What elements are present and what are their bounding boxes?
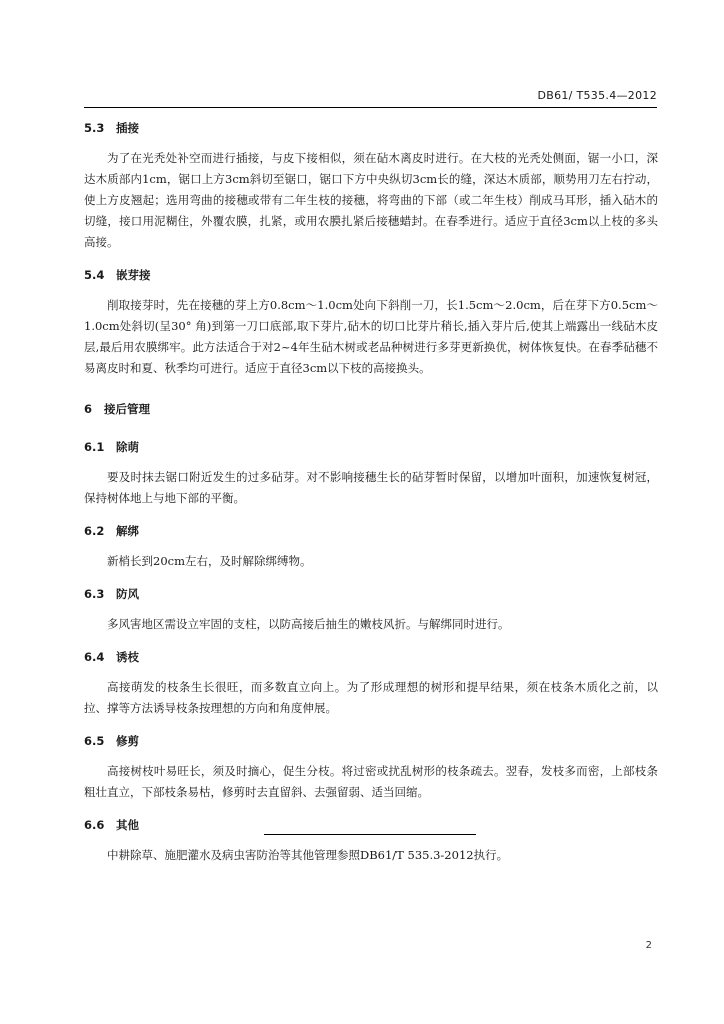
section-number: 6 [84, 402, 93, 416]
section-title: 修剪 [116, 734, 139, 748]
section-paragraph: 新梢长到20cm左右，及时解除绑缚物。 [107, 554, 312, 568]
section-5-4 [84, 265, 658, 379]
section-heading [84, 118, 658, 138]
section-title: 防风 [116, 587, 139, 601]
section-title: 诱枝 [116, 650, 139, 664]
section-title: 接后管理 [104, 402, 150, 416]
section-number: 6.3 [84, 587, 105, 601]
section-paragraph: 多风害地区需设立牢固的支柱，以防高接后抽生的嫩枝风折。与解绑同时进行。 [107, 617, 510, 631]
section-title: 解绑 [116, 524, 139, 538]
section-6-4 [84, 647, 658, 719]
section-heading [84, 265, 658, 285]
section-paragraph: 削取接芽时，先在接穗的芽上方0.8cm～1.0cm处向下斜削一刀，长1.5cm～2.0cm，后在芽下方0.5cm～1.0cm处斜切(呈30° 角)到第一刀口底部,取下芽片,砧木的切口比芽片稍长,插入芽片后,使其上端露出一线砧木皮层,最后用农膜绑牢。此方法适合于对2~4年生砧木树或老品种树进行多芽更新换优，树体恢复快。在春季砧穗不易离皮时和夏、秋季均可进行。适应于直径3cm以下枝的高接换头。 [84, 298, 658, 375]
document-body [84, 118, 658, 866]
section-6 [84, 399, 658, 419]
section-paragraph: 高接萌发的枝条生长很旺，而多数直立向上。为了形成理想的树形和提早结果，须在枝条木质化之前，以拉、撑等方法诱导枝条按理想的方向和角度伸展。 [84, 680, 658, 715]
section-5-3 [84, 118, 658, 253]
section-number: 6.6 [84, 818, 105, 832]
section-heading [84, 815, 658, 835]
section-heading [84, 437, 658, 457]
section-heading [84, 521, 658, 541]
section-6-3 [84, 584, 658, 635]
section-heading [84, 731, 658, 751]
section-number: 6.1 [84, 440, 105, 454]
end-divider [264, 834, 476, 835]
chapter-heading [84, 399, 658, 419]
section-paragraph: 中耕除草、施肥灌水及病虫害防治等其他管理参照DB61/T 535.3-2012执行。 [107, 848, 509, 862]
section-number: 5.3 [84, 121, 105, 135]
section-number: 5.4 [84, 268, 105, 282]
section-title: 其他 [116, 818, 139, 832]
section-paragraph: 要及时抹去锯口附近发生的过多砧芽。对不影响接穗生长的砧芽暂时保留，以增加叶面积，加速恢复树冠，保持树体地上与地下部的平衡。 [84, 470, 658, 505]
section-6-1 [84, 437, 658, 509]
section-6-2 [84, 521, 658, 572]
section-heading [84, 647, 658, 667]
section-number: 6.2 [84, 524, 105, 538]
section-6-6 [84, 815, 658, 866]
section-paragraph: 为了在光秃处补空而进行插接，与皮下接相似，须在砧木离皮时进行。在大枝的光秃处侧面，锯一小口，深达木质部内1cm，锯口上方3cm斜切至锯口，锯口下方中央纵切3cm长的缝，深达木质部，顺势用刀左右拧动，使上方皮翘起；选用弯曲的接穗或带有二年生枝的接穗，将弯曲的下部（或二年生枝）削成马耳形，插入砧木的切缝，接口用泥糊住，外覆农膜，扎紧，或用农膜扎紧后接穗蜡封。在春季进行。适应于直径3cm以上枝的多头高接。 [84, 151, 658, 249]
page-number: 2 [645, 940, 652, 951]
section-paragraph: 高接树枝叶易旺长，须及时摘心，促生分枝。将过密或扰乱树形的枝条疏去。翌春，发枝多而密，上部枝条粗壮直立，下部枝条易枯，修剪时去直留斜、去强留弱、适当回缩。 [84, 764, 658, 799]
section-heading [84, 584, 658, 604]
section-number: 6.4 [84, 650, 105, 664]
section-number: 6.5 [84, 734, 105, 748]
section-title: 嵌芽接 [116, 268, 151, 282]
section-title: 插接 [116, 121, 139, 135]
document-code: DB61/ T535.4—2012 [537, 89, 657, 102]
section-title: 除萌 [116, 440, 139, 454]
header-divider [84, 107, 657, 108]
section-6-5 [84, 731, 658, 803]
